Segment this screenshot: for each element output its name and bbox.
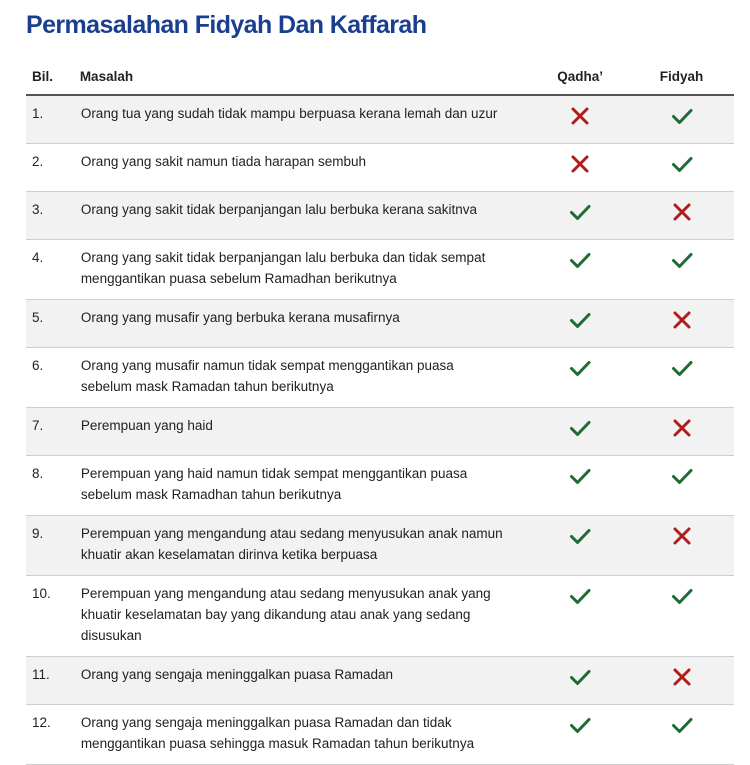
table-row — [26, 576, 734, 657]
row-number: 5. — [26, 300, 80, 348]
cross-icon — [671, 201, 693, 223]
table-row — [26, 192, 734, 240]
page-title: Permasalahan Fidyah Dan Kaffarah — [26, 11, 427, 39]
row-number: 9. — [26, 516, 80, 576]
row-number: 6. — [26, 348, 80, 408]
qadha-cell — [531, 240, 629, 300]
cross-icon — [569, 153, 591, 175]
row-masalah: Orang tua yang sudah tidak mampu berpuasa kerana lemah dan uzur — [80, 95, 531, 144]
row-masalah: Orang yang musafir yang berbuka kerana musafirnya — [80, 300, 531, 348]
qadha-cell — [531, 192, 629, 240]
row-number: 7. — [26, 408, 80, 456]
qadha-cell — [531, 657, 629, 705]
fidyah-cell — [629, 300, 734, 348]
check-icon — [671, 714, 693, 736]
check-icon — [569, 714, 591, 736]
row-masalah: Orang yang sakit namun tiada harapan sembuh — [80, 144, 531, 192]
check-icon — [671, 357, 693, 379]
table-row — [26, 348, 734, 408]
check-icon — [569, 417, 591, 439]
qadha-cell — [531, 408, 629, 456]
qadha-cell — [531, 576, 629, 657]
cross-icon — [671, 525, 693, 547]
fidyah-cell — [629, 657, 734, 705]
table-row — [26, 95, 734, 144]
row-masalah: Orang yang sakit tidak berpanjangan lalu berbuka dan tidak sempat menggantikan puasa sebelum Ramadhan berikutnya — [80, 240, 531, 300]
qadha-cell — [531, 705, 629, 765]
row-masalah: Perempuan yang haid — [80, 408, 531, 456]
row-masalah: Orang yang sengaja meninggalkan puasa Ramadan — [80, 657, 531, 705]
check-icon — [569, 465, 591, 487]
header-masalah: Masalah — [80, 58, 531, 95]
qadha-cell — [531, 144, 629, 192]
cross-icon — [671, 309, 693, 331]
fidyah-cell — [629, 95, 734, 144]
row-number: 11. — [26, 657, 80, 705]
qadha-cell — [531, 516, 629, 576]
row-masalah: Orang yang sengaja meninggalkan puasa Ramadan dan tidak menggantikan puasa sehingga masuk Ramadan tahun berikutnya — [80, 705, 531, 765]
check-icon — [671, 585, 693, 607]
fidyah-cell — [629, 456, 734, 516]
check-icon — [569, 201, 591, 223]
cross-icon — [671, 666, 693, 688]
row-masalah: Orang yang musafir namun tidak sempat menggantikan puasa sebelum mask Ramadan tahun berikutnya — [80, 348, 531, 408]
check-icon — [569, 525, 591, 547]
row-number: 12. — [26, 705, 80, 765]
table-row — [26, 657, 734, 705]
row-number: 8. — [26, 456, 80, 516]
table-row — [26, 516, 734, 576]
cross-icon — [569, 105, 591, 127]
fidyah-cell — [629, 705, 734, 765]
check-icon — [569, 357, 591, 379]
row-number: 1. — [26, 95, 80, 144]
cross-icon — [671, 417, 693, 439]
row-masalah: Perempuan yang haid namun tidak sempat menggantikan puasa sebelum mask Ramadhan tahun berikutnya — [80, 456, 531, 516]
table-row — [26, 240, 734, 300]
row-number: 2. — [26, 144, 80, 192]
table-row — [26, 705, 734, 765]
row-masalah: Perempuan yang mengandung atau sedang menyusukan anak yang khuatir keselamatan bay yang dikandung atau anak yang sedang disusukan — [80, 576, 531, 657]
qadha-cell — [531, 95, 629, 144]
header-bil: Bil. — [26, 58, 80, 95]
fidyah-cell — [629, 408, 734, 456]
header-qadha: Qadha’ — [531, 58, 629, 95]
qadha-cell — [531, 300, 629, 348]
fidyah-kaffarah-table — [26, 58, 734, 765]
table-row — [26, 408, 734, 456]
table-header-row — [26, 58, 734, 95]
fidyah-cell — [629, 576, 734, 657]
row-number: 4. — [26, 240, 80, 300]
qadha-cell — [531, 456, 629, 516]
table-row — [26, 300, 734, 348]
check-icon — [671, 105, 693, 127]
table-header — [26, 58, 734, 95]
fidyah-cell — [629, 240, 734, 300]
table-row — [26, 456, 734, 516]
row-masalah: Perempuan yang mengandung atau sedang menyusukan anak namun khuatir akan keselamatan dirinva ketika berpuasa — [80, 516, 531, 576]
fidyah-cell — [629, 348, 734, 408]
check-icon — [569, 585, 591, 607]
fidyah-cell — [629, 516, 734, 576]
check-icon — [671, 465, 693, 487]
check-icon — [569, 249, 591, 271]
check-icon — [569, 666, 591, 688]
qadha-cell — [531, 348, 629, 408]
check-icon — [671, 153, 693, 175]
header-fidyah: Fidyah — [629, 58, 734, 95]
fidyah-cell — [629, 144, 734, 192]
row-number: 3. — [26, 192, 80, 240]
fidyah-cell — [629, 192, 734, 240]
check-icon — [569, 309, 591, 331]
table-body — [26, 95, 734, 765]
row-masalah: Orang yang sakit tidak berpanjangan lalu berbuka kerana sakitnva — [80, 192, 531, 240]
row-number: 10. — [26, 576, 80, 657]
check-icon — [671, 249, 693, 271]
table-row — [26, 144, 734, 192]
